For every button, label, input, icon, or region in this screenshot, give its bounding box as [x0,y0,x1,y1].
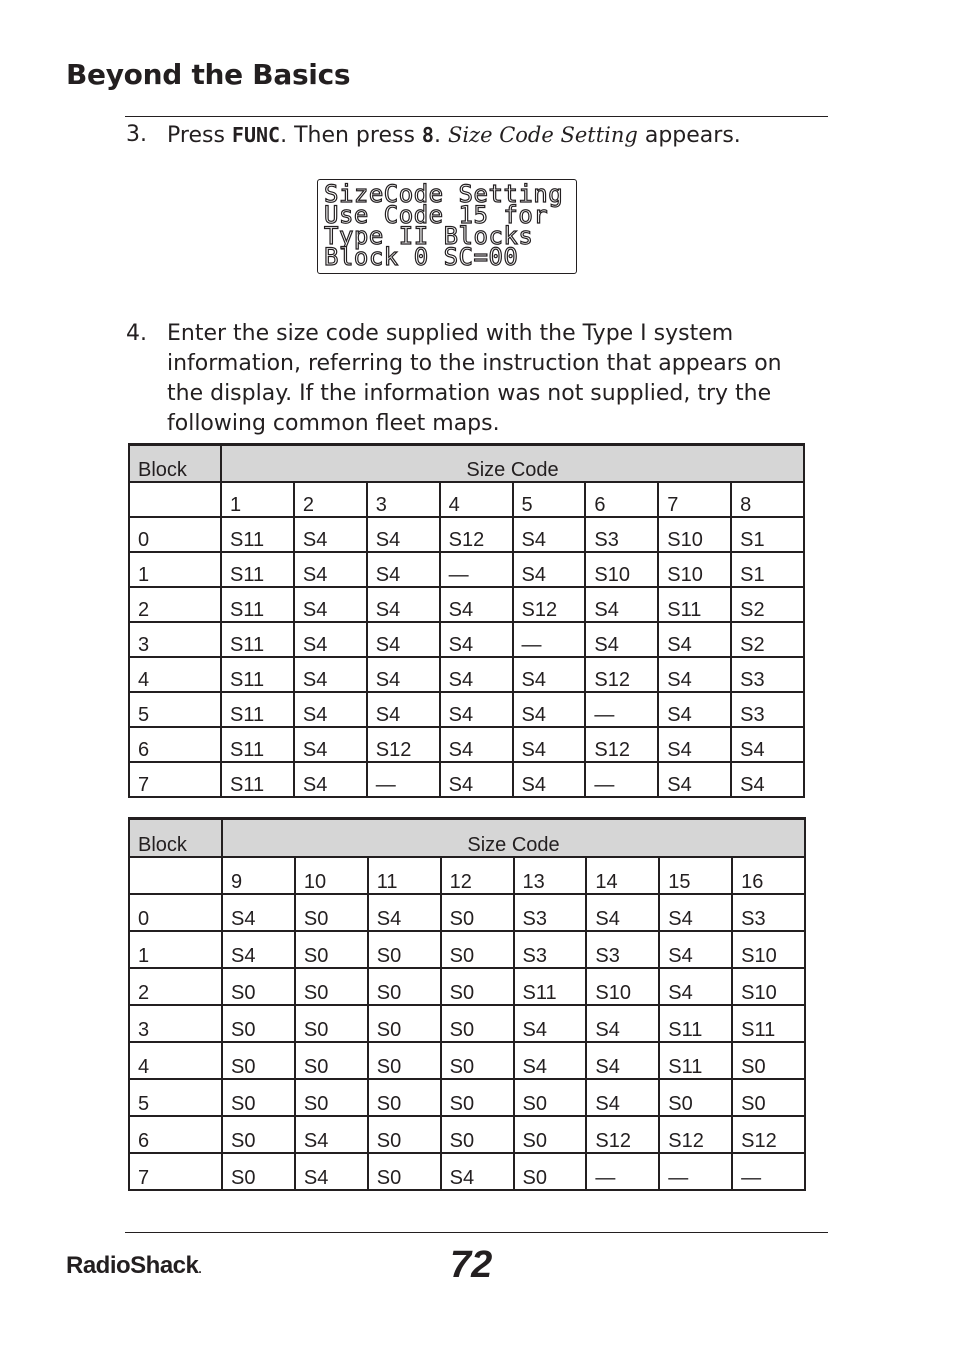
size-cell: S10 [732,968,805,1005]
size-cell: S4 [440,727,513,762]
table-row [129,587,804,622]
size-cell: S4 [586,894,659,931]
table-header-row [129,445,804,482]
size-cell: S4 [514,1042,587,1079]
size-cell: — [367,762,440,797]
footer-divider [125,1232,828,1233]
size-code-number: 5 [513,482,586,517]
lcd-display [317,179,577,274]
size-cell: S3 [732,894,805,931]
size-cell: S0 [441,1042,514,1079]
table-row [129,517,804,552]
lcd-line: Type II Blocks [324,222,534,250]
size-cell: S4 [513,762,586,797]
size-cell: S0 [368,1079,441,1116]
size-cell: S11 [221,517,294,552]
step-text-part: . Then press [280,123,422,148]
size-cell: S4 [222,894,295,931]
block-number: 6 [129,1116,222,1153]
size-cell: S12 [367,727,440,762]
size-cell: S0 [441,1116,514,1153]
block-header: Block [129,819,222,857]
size-cell: — [585,762,658,797]
size-cell: S0 [295,1079,368,1116]
size-cell: S12 [659,1116,732,1153]
block-number: 1 [129,552,221,587]
block-number: 7 [129,1153,222,1190]
size-cell: S0 [514,1153,587,1190]
step-number: 4. [126,321,147,346]
table-row [129,1005,805,1042]
size-cell: S4 [222,931,295,968]
size-cell: S11 [658,587,731,622]
block-number: 5 [129,692,221,727]
size-code-number: 4 [440,482,513,517]
size-cell: S4 [294,692,367,727]
size-cell: S0 [441,894,514,931]
step-text [167,120,807,151]
size-cell: S0 [368,1042,441,1079]
size-cell: S0 [368,1153,441,1190]
size-cell: — [586,1153,659,1190]
size-cell: S10 [658,552,731,587]
block-number: 1 [129,931,222,968]
size-cell: S11 [514,968,587,1005]
size-cell: S4 [514,1005,587,1042]
size-cell: S4 [294,517,367,552]
section-title: Beyond the Basics [66,58,351,91]
size-cell: S12 [586,1116,659,1153]
size-cell: S4 [367,622,440,657]
table-row [129,894,805,931]
table-row [129,968,805,1005]
step-number: 3. [126,122,147,147]
size-code-number: 12 [441,857,514,894]
size-cell: S4 [294,762,367,797]
size-cell: S11 [732,1005,805,1042]
lcd-line: SizeCode Setting [324,180,564,208]
block-number: 4 [129,657,221,692]
size-code-number: 10 [295,857,368,894]
size-cell: — [585,692,658,727]
table-row [129,1079,805,1116]
size-cell: S4 [295,1153,368,1190]
block-number: 3 [129,1005,222,1042]
table-row [129,931,805,968]
size-cell: S4 [368,894,441,931]
size-cell: S0 [222,1005,295,1042]
size-code-table-1 [128,443,805,798]
lcd-line: Block 0 SC=00 [324,243,519,271]
size-cell: S10 [732,931,805,968]
size-cell: S0 [295,968,368,1005]
size-cell: S4 [440,657,513,692]
size-cell: S4 [294,727,367,762]
size-code-number: 16 [732,857,805,894]
size-cell: S4 [659,968,732,1005]
size-cell: S12 [585,657,658,692]
size-cell: S0 [222,1042,295,1079]
size-cell: S4 [441,1153,514,1190]
block-number: 2 [129,587,221,622]
table-row [129,1116,805,1153]
size-code-number: 7 [658,482,731,517]
size-cell: S0 [732,1079,805,1116]
table-row [129,657,804,692]
size-cell: S4 [585,587,658,622]
table-row [129,727,804,762]
size-cell: S0 [295,1005,368,1042]
block-number: 0 [129,517,221,552]
size-cell: S4 [367,552,440,587]
size-cell: S0 [222,1153,295,1190]
size-cell: S11 [221,552,294,587]
size-cell: S0 [222,1116,295,1153]
size-cell: S3 [514,894,587,931]
size-cell: S4 [513,727,586,762]
size-cell: S3 [731,692,804,727]
step-text-part: . [433,123,448,148]
size-code-number: 2 [294,482,367,517]
size-cell: S4 [440,622,513,657]
size-cell: S11 [221,587,294,622]
size-code-number: 6 [585,482,658,517]
empty-cell [129,857,222,894]
size-cell: S4 [294,657,367,692]
size-cell: S0 [732,1042,805,1079]
size-cell: S4 [367,657,440,692]
size-cell: S2 [731,622,804,657]
table-header-row [129,819,805,857]
size-cell: S2 [731,587,804,622]
code-number-row [129,482,804,517]
size-code-number: 11 [368,857,441,894]
size-cell: S4 [658,727,731,762]
size-cell: S11 [221,727,294,762]
size-cell: S0 [441,1005,514,1042]
size-cell: S4 [440,762,513,797]
size-cell: S4 [658,657,731,692]
size-cell: — [513,622,586,657]
size-cell: S0 [295,931,368,968]
size-cell: S0 [659,1079,732,1116]
block-number: 0 [129,894,222,931]
size-cell: S10 [586,968,659,1005]
step-text-part: appears. [637,123,741,148]
size-cell: S4 [586,1079,659,1116]
size-cell: — [659,1153,732,1190]
size-code-number: 13 [514,857,587,894]
size-cell: S4 [659,894,732,931]
size-cell: S4 [367,517,440,552]
size-cell: S3 [731,657,804,692]
size-cell: S4 [513,692,586,727]
lcd-line: Use Code 15 for [324,201,549,229]
code-number-row [129,857,805,894]
block-number: 4 [129,1042,222,1079]
size-cell: S4 [367,692,440,727]
size-cell: S11 [221,622,294,657]
size-cell: S4 [367,587,440,622]
block-number: 3 [129,622,221,657]
size-cell: S0 [368,931,441,968]
size-cell: S4 [658,692,731,727]
size-cell: S4 [585,622,658,657]
size-cell: S4 [731,762,804,797]
size-code-header: Size Code [222,819,805,857]
block-number: 5 [129,1079,222,1116]
size-cell: S4 [586,1005,659,1042]
size-cell: S0 [222,968,295,1005]
size-cell: S4 [586,1042,659,1079]
size-cell: — [440,552,513,587]
size-cell: S3 [585,517,658,552]
size-cell: S4 [294,587,367,622]
size-cell: S11 [221,762,294,797]
size-cell: S4 [659,931,732,968]
size-cell: S4 [658,762,731,797]
eight-key-label: 8 [421,123,434,147]
size-cell: S11 [659,1005,732,1042]
size-cell: S12 [585,727,658,762]
size-cell: S4 [294,552,367,587]
size-cell: S0 [295,1042,368,1079]
size-code-number: 1 [221,482,294,517]
size-cell: S1 [731,552,804,587]
size-cell: S4 [731,727,804,762]
size-cell: S0 [368,968,441,1005]
size-cell: S4 [295,1116,368,1153]
size-cell: S0 [514,1079,587,1116]
table-row [129,622,804,657]
size-cell: S4 [513,552,586,587]
table-row [129,552,804,587]
size-cell: S0 [368,1005,441,1042]
empty-cell [129,482,221,517]
func-key-label: FUNC [231,123,281,147]
radioshack-logo [66,1252,201,1280]
size-cell: S1 [731,517,804,552]
size-code-number: 8 [731,482,804,517]
size-cell: S12 [440,517,513,552]
size-cell: S4 [513,517,586,552]
table-row [129,762,804,797]
size-cell: S0 [222,1079,295,1116]
block-header: Block [129,445,221,482]
size-cell: S4 [513,657,586,692]
step-text: Enter the size code supplied with the Type I system information, referring to the instruction that appears on the display. If the information was not supplied, try the following common fleet maps. [167,321,782,436]
size-cell: S4 [658,622,731,657]
size-code-number: 9 [222,857,295,894]
table-row [129,692,804,727]
size-cell: S11 [221,692,294,727]
header-divider [125,116,828,117]
size-code-header: Size Code [221,445,804,482]
size-cell: S12 [513,587,586,622]
size-cell: S0 [441,1079,514,1116]
size-cell: S0 [295,894,368,931]
block-number: 7 [129,762,221,797]
size-code-number: 14 [586,857,659,894]
size-cell: S10 [658,517,731,552]
size-cell: S4 [294,622,367,657]
size-cell: S0 [441,968,514,1005]
size-cell: S11 [221,657,294,692]
size-code-number: 3 [367,482,440,517]
brand-name: RadioShack [66,1252,199,1279]
size-cell: S3 [586,931,659,968]
block-number: 2 [129,968,222,1005]
size-cell: — [732,1153,805,1190]
size-code-table-2 [128,817,806,1191]
block-number: 6 [129,727,221,762]
size-cell: S4 [440,692,513,727]
size-cell: S0 [368,1116,441,1153]
step-text-part: Press [167,123,232,148]
size-code-number: 15 [659,857,732,894]
brand-mark: . [198,1262,202,1276]
size-cell: S10 [585,552,658,587]
size-cell: S3 [514,931,587,968]
size-cell: S0 [514,1116,587,1153]
size-cell: S0 [441,931,514,968]
size-cell: S4 [440,587,513,622]
size-cell: S11 [659,1042,732,1079]
screen-name: Size Code Setting [447,123,638,147]
table-row [129,1153,805,1190]
table-row [129,1042,805,1079]
page-number: 72 [450,1244,493,1286]
size-cell: S12 [732,1116,805,1153]
